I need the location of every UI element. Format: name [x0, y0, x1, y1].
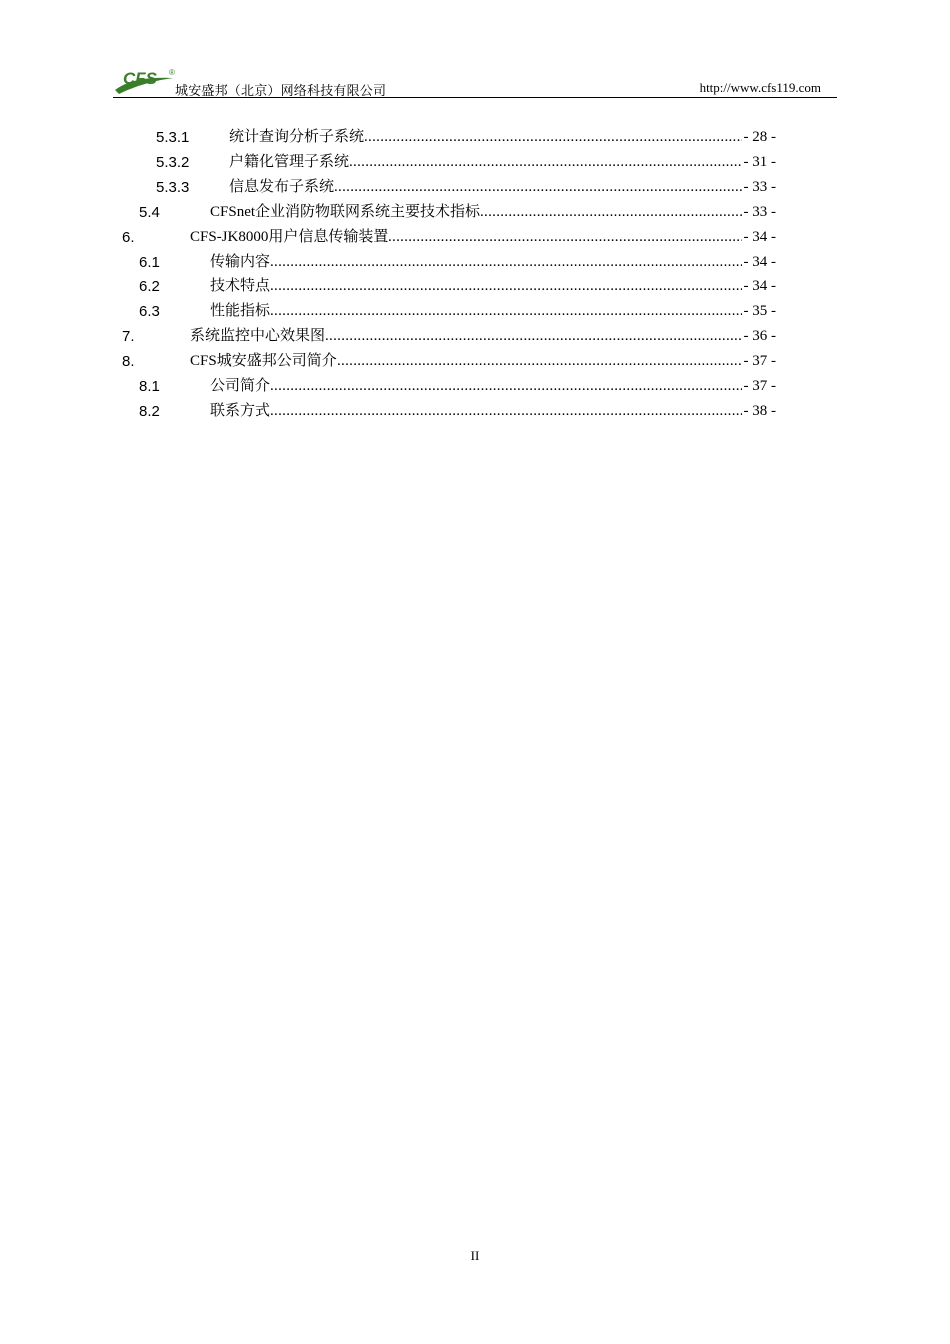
toc-dot-leader [270, 250, 742, 275]
toc-entry-title: 联系方式 [210, 402, 271, 419]
header-divider [113, 97, 837, 98]
toc-entry-number: 5.3.1 [156, 129, 190, 146]
company-name: 城安盛邦（北京）网络科技有限公司 [175, 83, 387, 98]
toc-entry[interactable] [0, 125, 776, 150]
toc-entry-page: - 28 - [743, 125, 777, 150]
toc-entry-title: 系统监控中心效果图 [190, 328, 326, 345]
toc-entry-title: 传输内容 [210, 253, 271, 270]
toc-entry[interactable] [0, 349, 776, 374]
toc-dot-leader [349, 150, 742, 175]
toc-entry-page: - 34 - [743, 274, 777, 299]
toc-entry[interactable] [0, 200, 776, 225]
toc-dot-leader [364, 125, 742, 150]
toc-entry-number: 7. [122, 328, 135, 346]
page-number: II [470, 1248, 480, 1263]
toc-entry[interactable] [0, 324, 776, 349]
svg-text:CFS: CFS [123, 69, 157, 88]
toc-entry-page: - 35 - [743, 299, 777, 324]
toc-entry-page: - 33 - [743, 200, 777, 225]
toc-dot-leader [480, 200, 742, 225]
toc-entry-number: 8. [122, 353, 135, 371]
toc-entry[interactable] [0, 374, 776, 399]
toc-entry[interactable] [0, 399, 776, 424]
website-url: http://www.cfs119.com [699, 80, 821, 95]
toc-entry-title: 性能指标 [210, 303, 271, 320]
toc-entry-number: 8.2 [139, 402, 160, 420]
toc-entry-title: 公司简介 [210, 378, 271, 394]
toc-dot-leader [334, 175, 742, 200]
toc-entry-number: 8.1 [139, 378, 160, 395]
toc-entry[interactable] [0, 150, 776, 175]
toc-entry-page: - 34 - [743, 250, 777, 275]
toc-entry-title: CFSnet企业消防物联网系统主要技术指标 [210, 203, 481, 220]
toc-entry-number: 6.2 [139, 278, 160, 296]
toc-entry[interactable] [0, 299, 776, 324]
toc-entry-page: - 34 - [743, 225, 777, 250]
toc-entry[interactable] [0, 225, 776, 250]
toc-entry-title: 户籍化管理子系统 [229, 153, 350, 170]
toc-entry-title: CFS-JK8000用户信息传输装置 [190, 228, 389, 245]
toc-dot-leader [270, 274, 742, 299]
toc-entry-page: - 37 - [743, 374, 777, 399]
page-header [113, 66, 837, 98]
toc-entry[interactable] [0, 250, 776, 275]
toc-dot-leader [388, 225, 742, 250]
toc-entry-page: - 36 - [743, 324, 777, 349]
toc-entry-title: CFS城安盛邦公司简介 [190, 353, 337, 370]
toc-dot-leader [325, 324, 742, 349]
toc-entry-title: 统计查询分析子系统 [229, 129, 365, 145]
toc-entry-number: 5.3.3 [156, 178, 190, 196]
toc-entry-number: 6.1 [139, 253, 160, 271]
toc-entry-page: - 37 - [743, 349, 777, 374]
toc-dot-leader [270, 299, 742, 324]
toc-dot-leader [270, 374, 742, 399]
toc-dot-leader [337, 349, 742, 374]
toc-entry-page: - 38 - [743, 399, 777, 424]
toc-entry-title: 信息发布子系统 [229, 178, 335, 195]
toc-entry-title: 技术特点 [210, 278, 271, 295]
cfs-logo [113, 66, 177, 96]
toc-entry-number: 5.4 [139, 203, 160, 221]
svg-text:®: ® [169, 68, 175, 77]
toc-entry-number: 6.3 [139, 303, 160, 321]
toc-entry-page: - 33 - [743, 175, 777, 200]
toc-entry-number: 6. [122, 228, 135, 246]
toc-dot-leader [270, 399, 742, 424]
toc-entry[interactable] [0, 274, 776, 299]
toc-entry-number: 5.3.2 [156, 153, 190, 171]
toc-entry-page: - 31 - [743, 150, 777, 175]
toc-entry[interactable] [0, 175, 776, 200]
